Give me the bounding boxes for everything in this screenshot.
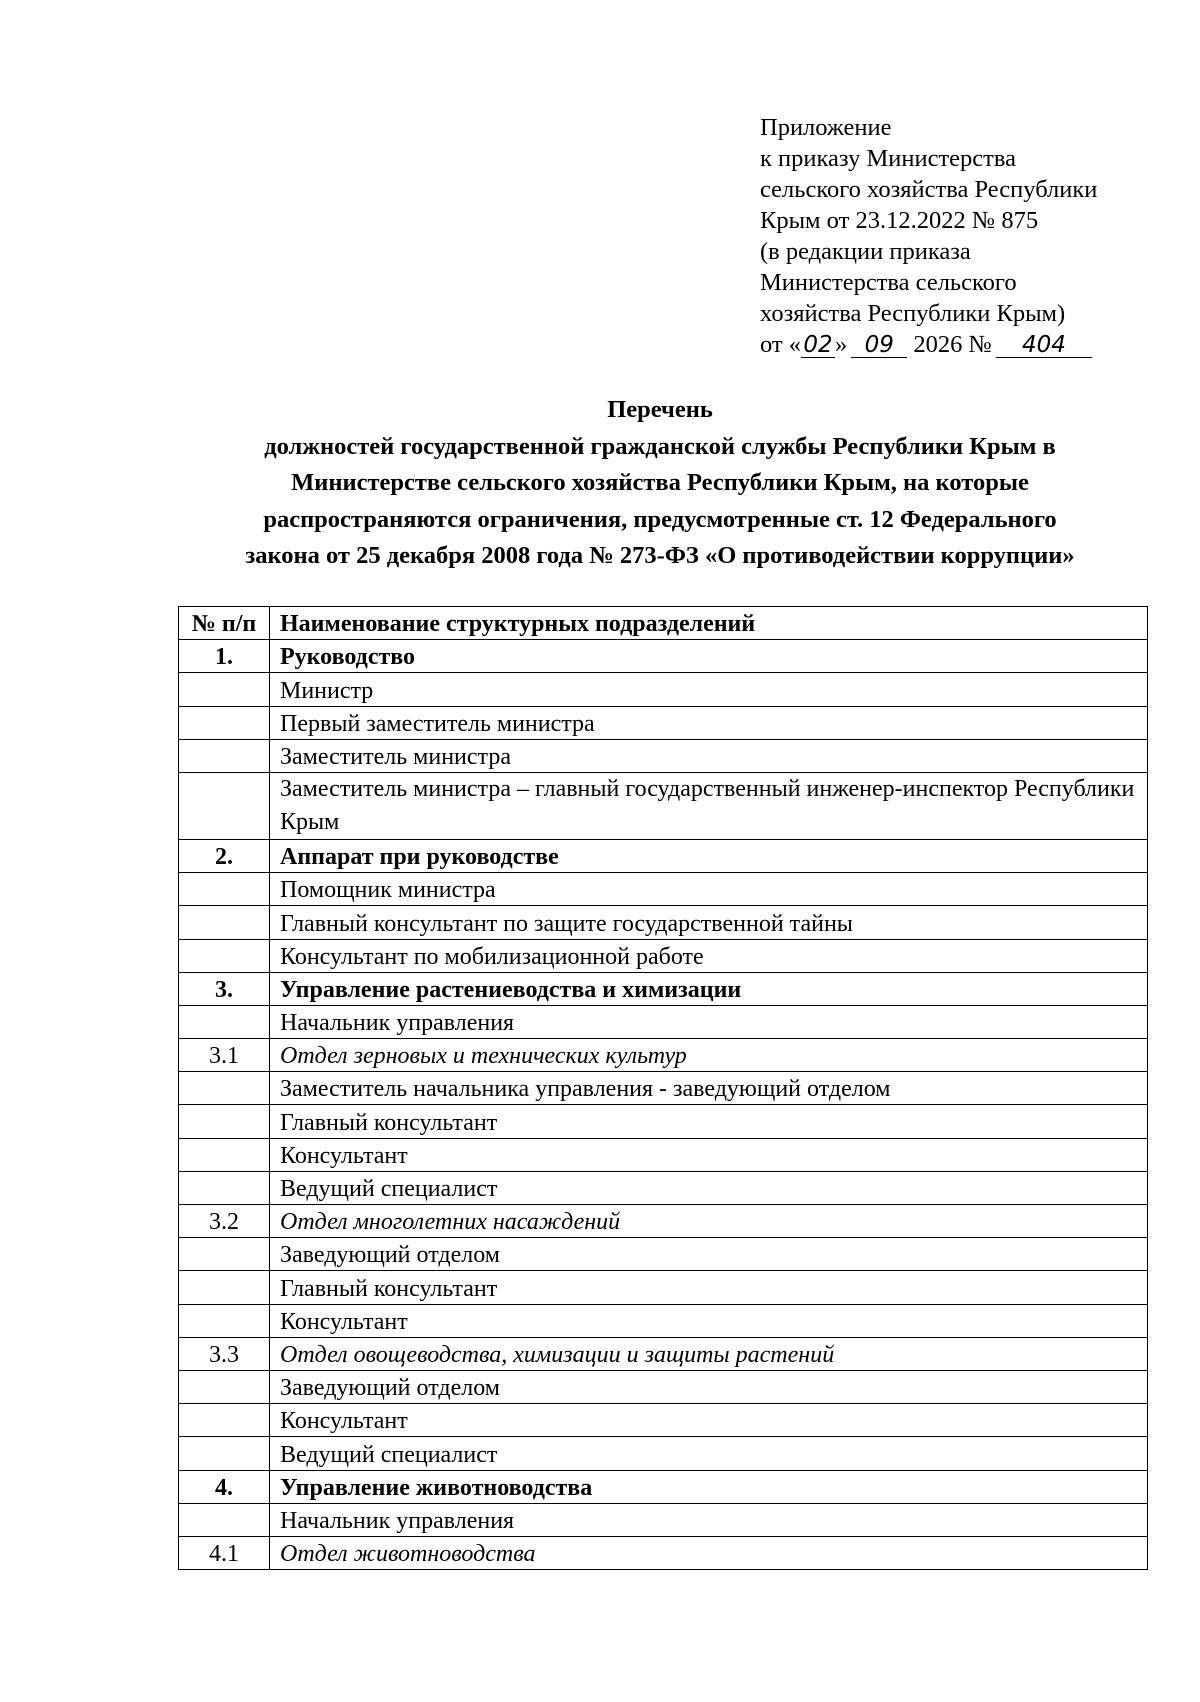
table-row [179,1105,1148,1138]
row-number-cell [179,1304,270,1337]
table-row [179,906,1148,939]
table-row [179,706,1148,739]
row-name-cell: Консультант по мобилизационной работе [270,939,1148,972]
appendix-line: Приложение [760,114,892,141]
table-body [179,640,1148,1570]
row-number-cell [179,1404,270,1437]
table-row [179,1005,1148,1038]
row-number-cell [179,772,270,839]
row-name-cell: Министр [270,673,1148,706]
row-name-cell: Заведующий отделом [270,1370,1148,1403]
row-name-cell: Отдел зерновых и технических культур [270,1039,1148,1072]
appendix-line: сельского хозяйства Республики [760,176,1098,203]
row-number-cell [179,706,270,739]
row-number-cell [179,1072,270,1105]
section-row [179,640,1148,673]
row-name-cell: Помощник министра [270,873,1148,906]
subsection-row [179,1337,1148,1370]
row-name-cell: Заместитель министра [270,739,1148,772]
subsection-row [179,1205,1148,1238]
row-number-cell [179,906,270,939]
row-number-cell: 2. [179,839,270,872]
row-number-cell [179,873,270,906]
table-row [179,673,1148,706]
row-number-cell: 3.1 [179,1039,270,1072]
appendix-line: Министерства сельского [760,269,1017,296]
date-close-quote: » [835,331,848,358]
row-name-cell: Руководство [270,640,1148,673]
table-row [179,1072,1148,1105]
row-number-cell [179,1138,270,1171]
heading-line: Министерстве сельского хозяйства Республики Крым, на которые [291,469,1029,496]
table-row [179,1304,1148,1337]
row-number-cell: 1. [179,640,270,673]
row-name-cell: Консультант [270,1138,1148,1171]
table-row [179,739,1148,772]
order-date-line [760,329,1180,360]
column-header-name: Наименование структурных подразделений [270,607,1148,640]
row-name-cell: Отдел многолетних насаждений [270,1205,1148,1238]
row-name-cell: Главный консультант [270,1105,1148,1138]
table-row [179,1370,1148,1403]
row-name-cell: Консультант [270,1304,1148,1337]
row-name-cell: Управление растениеводства и химизации [270,972,1148,1005]
row-name-cell: Заместитель начальника управления - заведующий отделом [270,1072,1148,1105]
row-number-cell: 3. [179,972,270,1005]
row-number-cell [179,739,270,772]
row-number-cell [179,939,270,972]
subsection-row [179,1039,1148,1072]
date-prefix: от « [760,331,802,358]
table-row [179,939,1148,972]
row-number-cell [179,1503,270,1536]
table-row [179,1138,1148,1171]
section-row [179,972,1148,1005]
table-row [179,873,1148,906]
row-name-cell: Консультант [270,1404,1148,1437]
row-number-cell [179,1005,270,1038]
row-name-cell: Начальник управления [270,1503,1148,1536]
row-number-cell [179,1171,270,1204]
handwritten-day: 02 [801,333,835,358]
row-number-cell [179,1437,270,1470]
document-heading [170,392,1150,575]
handwritten-month: 09 [851,333,907,358]
heading-line: распространяются ограничения, предусмотренные ст. 12 Федерального [263,505,1057,533]
row-number-cell [179,1238,270,1271]
heading-line: закона от 25 декабря 2008 года № 273-ФЗ «О противодействии коррупции» [245,542,1075,569]
section-row [179,1470,1148,1503]
subsection-row [179,1536,1148,1569]
row-name-cell: Отдел животноводства [270,1536,1148,1569]
positions-table [178,606,1148,1570]
row-number-cell: 4.1 [179,1536,270,1569]
row-name-cell: Заместитель министра – главный государственный инженер-инспектор Республики Крым [270,772,1148,839]
table-row [179,1437,1148,1470]
appendix-line: к приказу Министерства [760,145,1016,172]
row-name-cell: Заведующий отделом [270,1238,1148,1271]
row-name-cell: Аппарат при руководстве [270,839,1148,872]
date-year: 2026 № [913,331,992,358]
table-header-row [179,607,1148,640]
row-number-cell [179,1271,270,1304]
heading-title: Перечень [607,396,713,423]
row-number-cell [179,673,270,706]
appendix-line: хозяйства Республики Крым) [760,300,1066,327]
row-name-cell: Управление животноводства [270,1470,1148,1503]
table-row [179,772,1148,839]
column-header-number: № п/п [179,607,270,640]
row-number-cell: 3.3 [179,1337,270,1370]
appendix-block [760,112,1180,360]
table-row [179,1271,1148,1304]
row-name-cell: Главный консультант [270,1271,1148,1304]
table-row [179,1503,1148,1536]
appendix-line: (в редакции приказа [760,238,971,265]
handwritten-order-number: 404 [996,333,1092,358]
row-number-cell: 4. [179,1470,270,1503]
row-name-cell: Ведущий специалист [270,1437,1148,1470]
row-name-cell: Первый заместитель министра [270,706,1148,739]
row-name-cell: Начальник управления [270,1005,1148,1038]
row-name-cell: Отдел овощеводства, химизации и защиты растений [270,1337,1148,1370]
table-row [179,1171,1148,1204]
section-row [179,839,1148,872]
row-name-cell: Главный консультант по защите государственной тайны [270,906,1148,939]
row-number-cell [179,1105,270,1138]
appendix-line: Крым от 23.12.2022 № 875 [760,207,1039,234]
row-name-cell: Ведущий специалист [270,1171,1148,1204]
heading-line: должностей государственной гражданской службы Республики Крым в [264,432,1056,460]
row-number-cell [179,1370,270,1403]
table-row [179,1404,1148,1437]
row-number-cell: 3.2 [179,1205,270,1238]
table-row [179,1238,1148,1271]
